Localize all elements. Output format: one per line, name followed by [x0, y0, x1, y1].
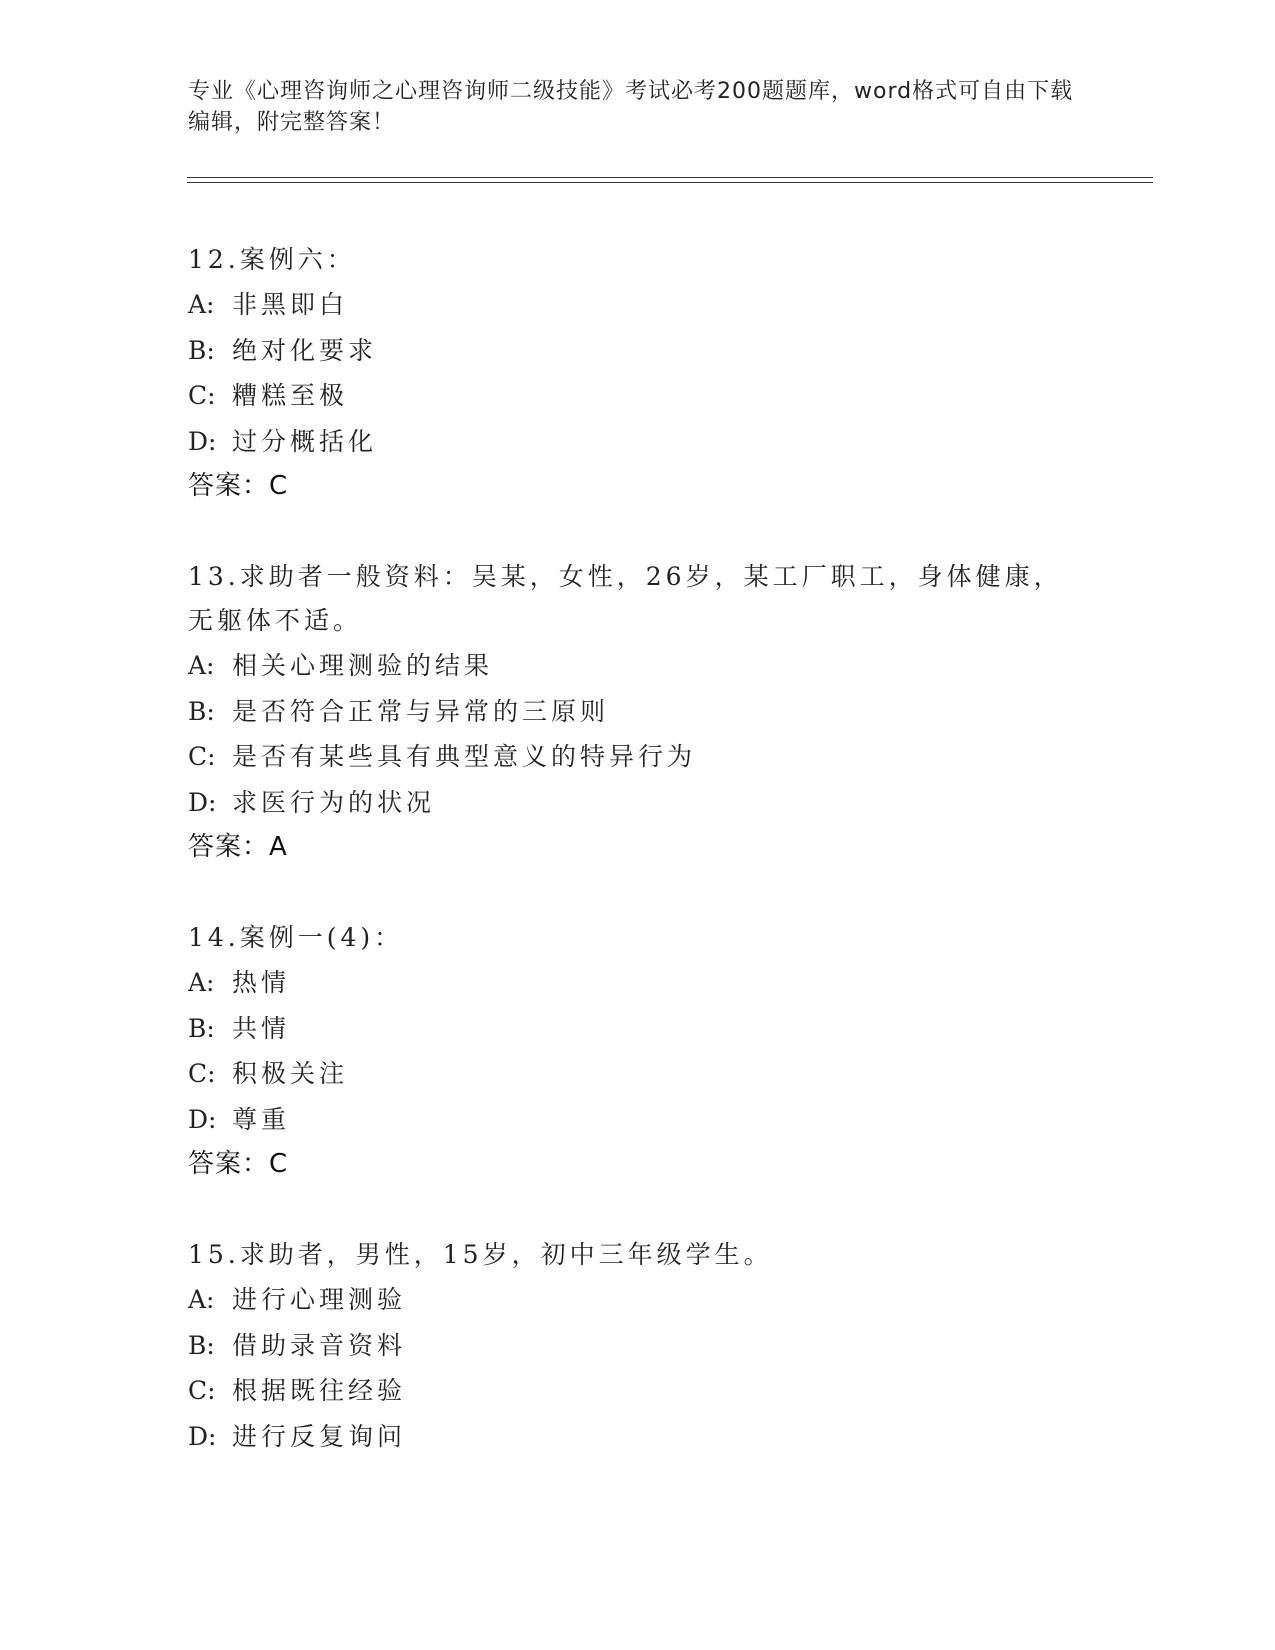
option-text: 借助录音资料 [232, 1330, 407, 1360]
option-letter: A: [188, 968, 215, 997]
option-letter: A: [188, 651, 215, 680]
option-letter: C: [188, 1059, 216, 1088]
option-letter: B: [188, 1330, 215, 1360]
option-text: 热情 [232, 968, 291, 997]
answer-value: C [269, 471, 289, 501]
option-c [188, 1368, 1088, 1414]
option-text: 进行心理测验 [232, 1285, 407, 1314]
option-letter: C: [188, 742, 216, 771]
option-letter: A: [188, 1285, 215, 1314]
option-text: 积极关注 [232, 1059, 349, 1088]
option-b [188, 328, 1088, 374]
option-text: 非黑即白 [232, 290, 349, 319]
option-c [188, 734, 1088, 780]
answer-label: 答案： [188, 471, 270, 501]
answer-value: C [269, 1149, 289, 1179]
header-divider-bottom [187, 182, 1153, 183]
option-text: 尊重 [232, 1104, 291, 1134]
question-13 [188, 555, 1088, 870]
option-letter: D: [188, 1104, 217, 1134]
option-a [188, 1277, 1088, 1323]
option-c [188, 373, 1088, 419]
option-letter: B: [188, 1013, 215, 1043]
answer-line [188, 464, 1088, 509]
question-14 [188, 916, 1088, 1187]
answer-label: 答案： [188, 1149, 270, 1179]
option-b [188, 1323, 1088, 1369]
question-text: 12.案例六： [188, 245, 356, 274]
option-a [188, 960, 1088, 1006]
option-letter: C: [188, 381, 216, 410]
option-letter: A: [188, 290, 215, 319]
option-text: 糟糕至极 [232, 381, 349, 410]
option-letter: C: [188, 1376, 216, 1405]
header-divider-top [187, 177, 1153, 178]
option-text: 共情 [232, 1013, 291, 1043]
option-text: 相关心理测验的结果 [232, 651, 494, 680]
option-d [188, 419, 1088, 465]
option-text: 求医行为的状况 [232, 787, 436, 817]
question-text: 13.求助者一般资料：吴某，女性，26岁，某工厂职工，身体健康，无躯体不适。 [188, 562, 1063, 635]
document-header: 专业《心理咨询师之心理咨询师二级技能》考试必考200题题库，word格式可自由下载编辑，附完整答案！ [188, 79, 1074, 135]
option-letter: D: [188, 1421, 217, 1451]
option-letter: D: [188, 426, 217, 456]
option-text: 根据既往经验 [232, 1376, 407, 1405]
option-d [188, 1414, 1088, 1460]
question-12 [188, 238, 1088, 509]
option-b [188, 689, 1088, 735]
question-15 [188, 1233, 1088, 1459]
answer-line [188, 825, 1088, 870]
option-text: 进行反复询问 [232, 1421, 407, 1451]
option-letter: B: [188, 335, 215, 365]
option-text: 是否符合正常与异常的三原则 [232, 696, 610, 726]
question-list [188, 238, 1088, 1505]
answer-value: A [269, 832, 288, 862]
option-letter: D: [188, 787, 217, 817]
option-text: 是否有某些具有典型意义的特异行为 [232, 742, 697, 771]
option-a [188, 643, 1088, 689]
option-a [188, 282, 1088, 328]
option-b [188, 1006, 1088, 1052]
option-d [188, 780, 1088, 826]
question-text: 14.案例一(4)： [188, 923, 404, 952]
option-letter: B: [188, 696, 215, 726]
option-text: 绝对化要求 [232, 335, 378, 365]
answer-line [188, 1142, 1088, 1187]
option-d [188, 1097, 1088, 1143]
option-c [188, 1051, 1088, 1097]
question-text: 15.求助者，男性，15岁，初中三年级学生。 [188, 1240, 773, 1269]
answer-label: 答案： [188, 832, 270, 862]
option-text: 过分概括化 [232, 426, 378, 456]
